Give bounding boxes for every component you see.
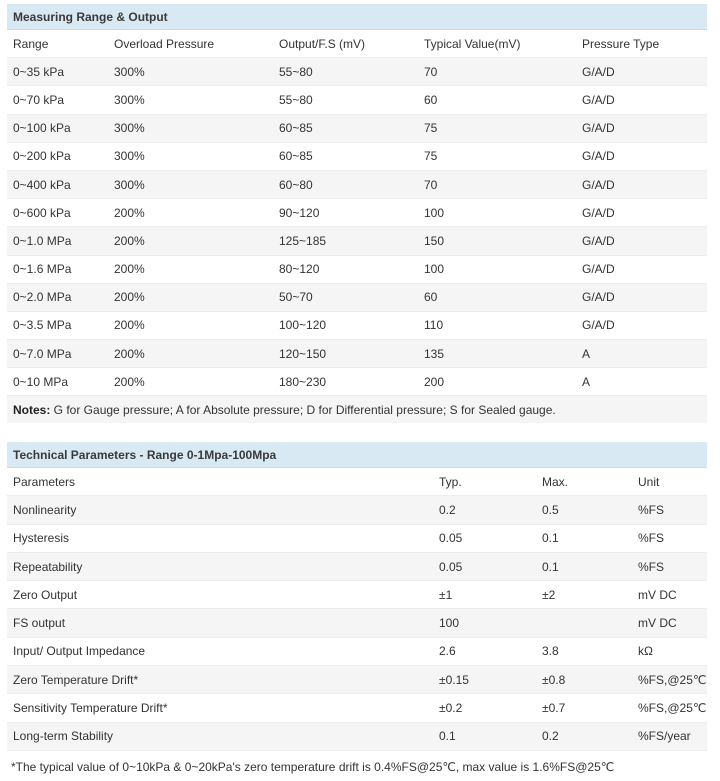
table-cell: 200% [108, 311, 273, 339]
table-cell: %FS [632, 552, 707, 580]
table-cell: 60~85 [273, 142, 418, 170]
table-cell: mV DC [632, 609, 707, 637]
table-cell: 300% [108, 86, 273, 114]
table-cell: 0.05 [433, 552, 536, 580]
table-cell: 0.05 [433, 524, 536, 552]
table-cell: G/A/D [576, 227, 707, 255]
column-header: Output/F.S (mV) [273, 30, 418, 58]
table-row [7, 170, 707, 198]
table-cell: Repeatability [7, 552, 433, 580]
table-row [7, 609, 707, 637]
table-cell: 0~100 kPa [7, 114, 108, 142]
table-cell: G/A/D [576, 311, 707, 339]
table-title-row [7, 4, 707, 30]
table-cell: 0~1.6 MPa [7, 255, 108, 283]
table-cell: 300% [108, 114, 273, 142]
table-cell: 100 [433, 609, 536, 637]
table-row [7, 283, 707, 311]
table-row [7, 666, 707, 694]
table-cell: ±1 [433, 581, 536, 609]
table-row [7, 368, 707, 396]
table-cell: 0.1 [433, 722, 536, 750]
notes-text: G for Gauge pressure; A for Absolute pressure; D for Differential pressure; S for Sealed gauge. [50, 402, 556, 417]
table-cell: 200% [108, 255, 273, 283]
table-cell: 0~7.0 MPa [7, 340, 108, 368]
table-cell: 150 [418, 227, 576, 255]
table-cell: %FS [632, 496, 707, 524]
technical-table-title: Technical Parameters - Range 0-1Mpa-100Mpa [7, 442, 707, 468]
table-cell: 2.6 [433, 637, 536, 665]
table-title-row [7, 442, 707, 468]
table-cell: 200% [108, 199, 273, 227]
table-cell: 110 [418, 311, 576, 339]
table-cell: Long-term Stability [7, 722, 433, 750]
table-cell: 200% [108, 368, 273, 396]
table-cell: G/A/D [576, 283, 707, 311]
table-cell: %FS/year [632, 722, 707, 750]
table-cell: 70 [418, 170, 576, 198]
table-cell: 75 [418, 114, 576, 142]
header-row [7, 30, 707, 58]
column-header: Unit [632, 468, 707, 496]
table-cell: ±2 [536, 581, 632, 609]
table-cell: Zero Output [7, 581, 433, 609]
table-cell: 200% [108, 227, 273, 255]
table-cell: 0~200 kPa [7, 142, 108, 170]
table-cell: 180~230 [273, 368, 418, 396]
table-row [7, 142, 707, 170]
table-cell: Nonlinearity [7, 496, 433, 524]
table-cell: ±0.7 [536, 694, 632, 722]
table-cell: ±0.8 [536, 666, 632, 694]
notes-label: Notes: [13, 402, 51, 417]
table-cell: 55~80 [273, 58, 418, 86]
table-cell: 0.1 [536, 552, 632, 580]
table-row [7, 581, 707, 609]
column-header: Max. [536, 468, 632, 496]
table-cell: Input/ Output Impedance [7, 637, 433, 665]
table-row [7, 524, 707, 552]
notes-row [7, 396, 707, 424]
table-cell: 0~2.0 MPa [7, 283, 108, 311]
table-cell: 60~85 [273, 114, 418, 142]
table-cell: 0~3.5 MPa [7, 311, 108, 339]
table-cell: G/A/D [576, 86, 707, 114]
table-cell: 55~80 [273, 86, 418, 114]
table-row [7, 114, 707, 142]
technical-parameters-table [7, 442, 707, 751]
table-row [7, 58, 707, 86]
table-row [7, 552, 707, 580]
header-row [7, 468, 707, 496]
table-cell: G/A/D [576, 58, 707, 86]
table-row [7, 496, 707, 524]
table-cell: 50~70 [273, 283, 418, 311]
table-row [7, 694, 707, 722]
table-cell: 70 [418, 58, 576, 86]
table-cell: 125~185 [273, 227, 418, 255]
table-cell: 0.5 [536, 496, 632, 524]
table-cell: 0.1 [536, 524, 632, 552]
table-cell: 0~600 kPa [7, 199, 108, 227]
table-cell: 0~400 kPa [7, 170, 108, 198]
table-cell: 200 [418, 368, 576, 396]
table-row [7, 311, 707, 339]
measuring-table-title: Measuring Range & Output [7, 4, 707, 30]
table-cell: 3.8 [536, 637, 632, 665]
table-cell: ±0.15 [433, 666, 536, 694]
table-cell: %FS,@25℃ [632, 666, 707, 694]
table-cell: 0~70 kPa [7, 86, 108, 114]
table-cell: A [576, 340, 707, 368]
table-row [7, 255, 707, 283]
table-cell: 300% [108, 58, 273, 86]
table-cell: Sensitivity Temperature Drift* [7, 694, 433, 722]
table-cell: 100~120 [273, 311, 418, 339]
table-cell: 120~150 [273, 340, 418, 368]
table-cell: 200% [108, 283, 273, 311]
table-cell: G/A/D [576, 114, 707, 142]
column-header: Parameters [7, 468, 433, 496]
table-cell: 75 [418, 142, 576, 170]
table-cell: Zero Temperature Drift* [7, 666, 433, 694]
table-cell: 100 [418, 199, 576, 227]
table-cell: G/A/D [576, 255, 707, 283]
table-cell: 90~120 [273, 199, 418, 227]
column-header: Typ. [433, 468, 536, 496]
table-cell: 0~1.0 MPa [7, 227, 108, 255]
table-cell: 80~120 [273, 255, 418, 283]
table-cell: %FS,@25℃ [632, 694, 707, 722]
table-cell: 200% [108, 340, 273, 368]
table-cell: 0~10 MPa [7, 368, 108, 396]
table-row [7, 722, 707, 750]
table-cell: 60~80 [273, 170, 418, 198]
table-row [7, 340, 707, 368]
measuring-range-table [7, 4, 707, 423]
notes-cell [7, 396, 707, 424]
table-cell: G/A/D [576, 170, 707, 198]
table-cell: 60 [418, 283, 576, 311]
table-cell: 135 [418, 340, 576, 368]
table-cell: A [576, 368, 707, 396]
table-cell: %FS [632, 524, 707, 552]
table-row [7, 199, 707, 227]
table-row [7, 227, 707, 255]
table-cell: kΩ [632, 637, 707, 665]
table-cell: 300% [108, 170, 273, 198]
table-cell: mV DC [632, 581, 707, 609]
table-cell: Hysteresis [7, 524, 433, 552]
column-header: Overload Pressure [108, 30, 273, 58]
table-cell [536, 609, 632, 637]
table-row [7, 86, 707, 114]
column-header: Pressure Type [576, 30, 707, 58]
table-cell: 60 [418, 86, 576, 114]
table-cell: G/A/D [576, 199, 707, 227]
footnote: *The typical value of 0~10kPa & 0~20kPa's zero temperature drift is 0.4%FS@25℃, max value is 1.6%FS@25℃ [11, 760, 615, 774]
column-header: Range [7, 30, 108, 58]
column-header: Typical Value(mV) [418, 30, 576, 58]
table-cell: 300% [108, 142, 273, 170]
table-cell: 0~35 kPa [7, 58, 108, 86]
table-row [7, 637, 707, 665]
table-cell: G/A/D [576, 142, 707, 170]
table-cell: ±0.2 [433, 694, 536, 722]
table-cell: 0.2 [536, 722, 632, 750]
table-cell: 100 [418, 255, 576, 283]
table-cell: FS output [7, 609, 433, 637]
table-cell: 0.2 [433, 496, 536, 524]
